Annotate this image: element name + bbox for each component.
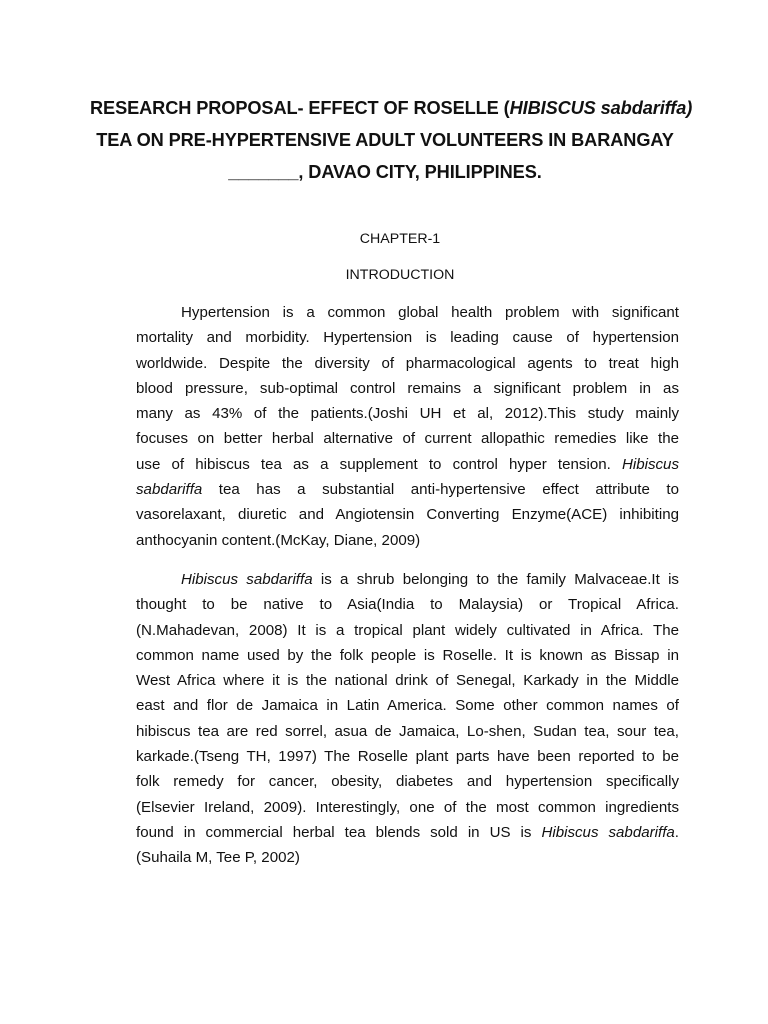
paragraph-line: blood pressure, sub-optimal control remains a significant problem in as (136, 379, 679, 397)
paragraph-line: worldwide. Despite the diversity of pharmacological agents to treat high (136, 354, 679, 372)
paragraph-line: common name used by the folk people is Roselle. It is known as Bissap in (136, 646, 679, 664)
paragraph-line: mortality and morbidity. Hypertension is leading cause of hypertension (136, 329, 679, 347)
species-name: sabdariffa (136, 481, 203, 499)
paragraph-line (136, 477, 679, 502)
paragraph-line: thought to be native to Asia(India to Malaysia) or Tropical Africa. (136, 596, 679, 614)
title-line-3: _______, DAVAO CITY, PHILIPPINES. (228, 162, 542, 182)
paragraph-line (136, 567, 679, 592)
paragraph-line: Hypertension is a common global health problem with significant (181, 304, 679, 321)
species-name: Hibiscus sabdariffa (181, 571, 313, 588)
title-line-1 (90, 92, 693, 124)
document-title (90, 92, 693, 188)
paragraph-text: . (674, 823, 679, 841)
paragraph-line: many as 43% of the patients.(Joshi UH et al, 2012).This study mainly (136, 405, 679, 423)
paragraph-line (136, 452, 679, 477)
paragraph-line: (Elsevier Ireland, 2009). Interestingly, one of the most common ingredients (136, 798, 679, 816)
paragraph-line: hibiscus tea are red sorrel, asua de Jamaica, Lo-shen, Sudan tea, sour tea, (136, 722, 679, 740)
paragraph-2 (136, 567, 679, 871)
paragraph-1 (136, 300, 679, 553)
species-name: Hibiscus sabdariffa (541, 823, 675, 841)
paragraph-line (136, 820, 679, 845)
paragraph-line: anthocyanin content.(McKay, Diane, 2009) (136, 531, 421, 549)
title-line-2: TEA ON PRE-HYPERTENSIVE ADULT VOLUNTEERS IN BARANGAY (96, 130, 674, 150)
paragraph-line: karkade.(Tseng TH, 1997) The Roselle plant parts have been reported to be (136, 748, 679, 766)
paragraph-line: folk remedy for cancer, obesity, diabetes and hypertension specifically (136, 773, 679, 791)
paragraph-text: found in commercial herbal tea blends sold in US is (136, 823, 542, 841)
paragraph-line: east and flor de Jamaica in Latin America. Some other common names of (136, 697, 679, 715)
title-line-1-italic: HIBISCUS sabdariffa) (509, 98, 693, 118)
paragraph-line: (N.Mahadevan, 2008) It is a tropical plant widely cultivated in Africa. The (136, 621, 679, 639)
species-name: Hibiscus (621, 455, 679, 473)
paragraph-text: use of hibiscus tea as a supplement to control hyper tension. (136, 455, 622, 473)
section-heading: INTRODUCTION (345, 267, 455, 283)
chapter-heading: CHAPTER-1 (359, 231, 441, 247)
paragraph-line: vasorelaxant, diuretic and Angiotensin Converting Enzyme(ACE) inhibiting (136, 506, 679, 524)
paragraph-text: tea has a substantial anti-hypertensive effect attribute to (202, 481, 679, 499)
paragraph-line: focuses on better herbal alternative of current allopathic remedies like the (136, 430, 679, 448)
title-line-1-text: RESEARCH PROPOSAL- EFFECT OF ROSELLE ( (90, 98, 510, 118)
paragraph-line: (Suhaila M, Tee P, 2002) (136, 849, 300, 867)
paragraph-text: is a shrub belonging to the family Malvaceae.It is (312, 571, 679, 588)
paragraph-line: West Africa where it is the national drink of Senegal, Karkady in the Middle (136, 672, 679, 690)
